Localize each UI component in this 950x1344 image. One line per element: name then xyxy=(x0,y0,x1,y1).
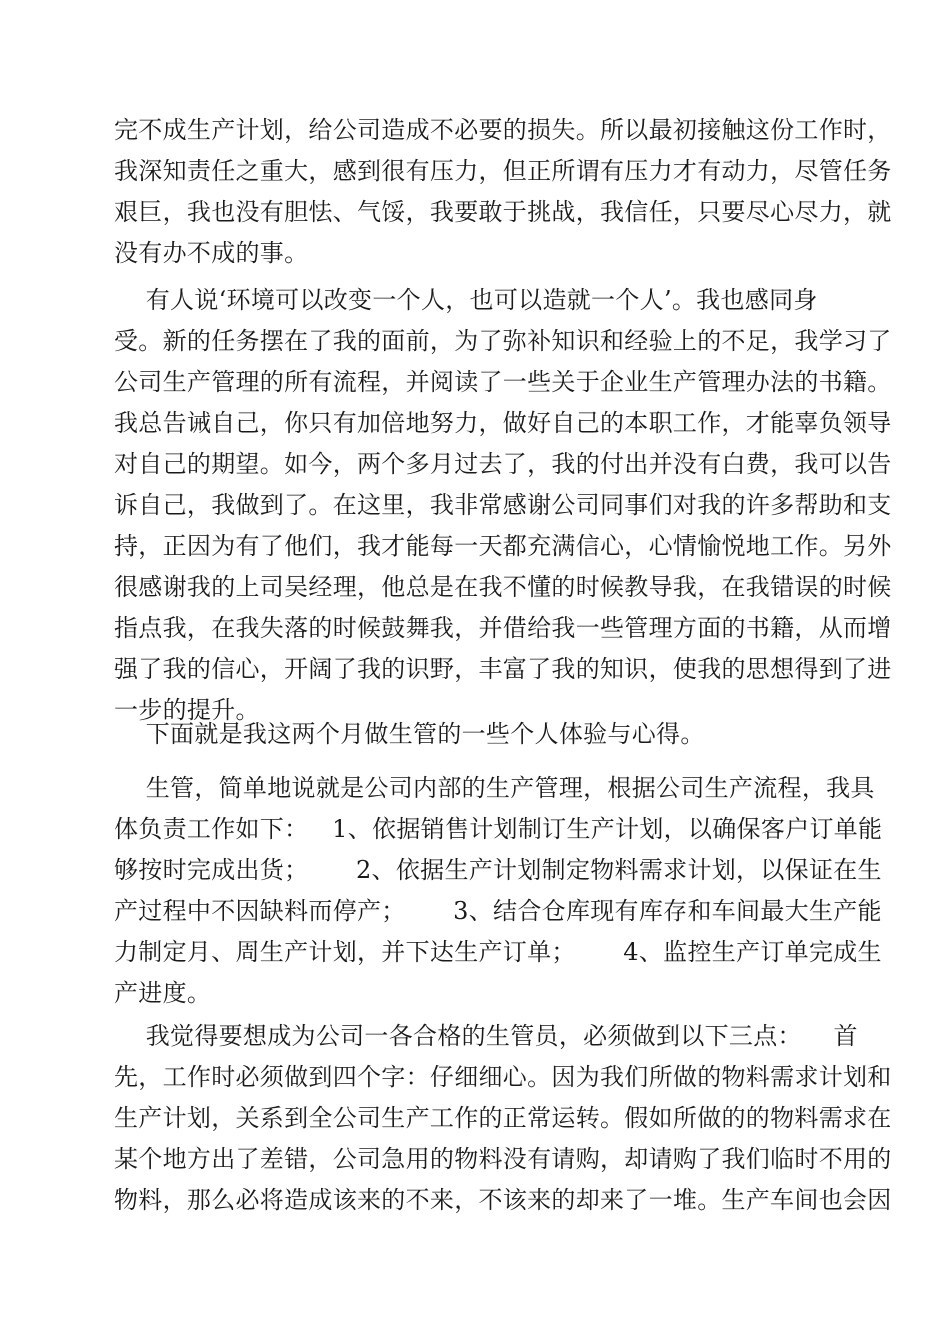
text-line: 某个地方出了差错，公司急用的物料没有请购，却请购了我们临时不用的 xyxy=(114,1145,892,1173)
text-line: 诉自己，我做到了。在这里，我非常感谢公司同事们对我的许多帮助和支 xyxy=(114,491,892,519)
text-line: 产过程中不因缺料而停产； 3、结合仓库现有库存和车间最大生产能 xyxy=(114,897,882,925)
text-line: 够按时完成出货； 2、依据生产计划制定物料需求计划，以保证在生 xyxy=(114,856,882,884)
text-line: 下面就是我这两个月做生管的一些个人体验与心得。 xyxy=(114,720,705,748)
text-line: 一步的提升。 xyxy=(114,696,260,724)
text-line: 很感谢我的上司吴经理，他总是在我不懂的时候教导我，在我错误的时候 xyxy=(114,573,892,601)
text-line: 受。新的任务摆在了我的面前，为了弥补知识和经验上的不足，我学习了 xyxy=(114,327,892,355)
paragraph-1 xyxy=(114,110,892,274)
text-line: 强了我的信心，开阔了我的识野，丰富了我的知识，使我的思想得到了进 xyxy=(114,655,892,683)
text-line: 产进度。 xyxy=(114,979,212,1007)
text-line: 持，正因为有了他们，我才能每一天都充满信心，心情愉悦地工作。另外 xyxy=(114,532,892,560)
text-line: 对自己的期望。如今，两个多月过去了，我的付出并没有白费，我可以告 xyxy=(114,450,892,478)
text-line: 完不成生产计划，给公司造成不必要的损失。所以最初接触这份工作时， xyxy=(114,116,892,144)
text-line: 没有办不成的事。 xyxy=(114,239,309,267)
text-line: 指点我，在我失落的时候鼓舞我，并借给我一些管理方面的书籍，从而增 xyxy=(114,614,892,642)
text-line: 我觉得要想成为公司一各合格的生管员，必须做到以下三点： 首 xyxy=(114,1022,858,1050)
text-line: 物料，那么必将造成该来的不来，不该来的却来了一堆。生产车间也会因 xyxy=(114,1186,892,1214)
text-line: 有人说‘环境可以改变一个人，也可以造就一个人’。我也感同身 xyxy=(114,286,818,314)
text-line: 生管，简单地说就是公司内部的生产管理，根据公司生产流程，我具 xyxy=(114,774,875,802)
text-line: 体负责工作如下： 1、依据销售计划制订生产计划，以确保客户订单能 xyxy=(114,815,883,843)
text-line: 艰巨，我也没有胆怯、气馁，我要敢于挑战，我信任，只要尽心尽力，就 xyxy=(114,198,892,226)
text-line: 先，工作时必须做到四个字：仔细细心。因为我们所做的物料需求计划和 xyxy=(114,1063,892,1091)
paragraph-2 xyxy=(114,280,892,731)
paragraph-5 xyxy=(114,1016,892,1221)
text-line: 我总告诫自己，你只有加倍地努力，做好自己的本职工作，才能辜负领导 xyxy=(114,409,892,437)
text-line: 公司生产管理的所有流程，并阅读了一些关于企业生产管理办法的书籍。 xyxy=(114,368,892,396)
paragraph-3 xyxy=(114,714,834,755)
text-line: 生产计划，关系到全公司生产工作的正常运转。假如所做的的物料需求在 xyxy=(114,1104,892,1132)
text-line: 力制定月、周生产计划，并下达生产订单； 4、监控生产订单完成生 xyxy=(114,938,882,966)
paragraph-4 xyxy=(114,768,883,1014)
text-line: 我深知责任之重大，感到很有压力，但正所谓有压力才有动力，尽管任务 xyxy=(114,157,892,185)
